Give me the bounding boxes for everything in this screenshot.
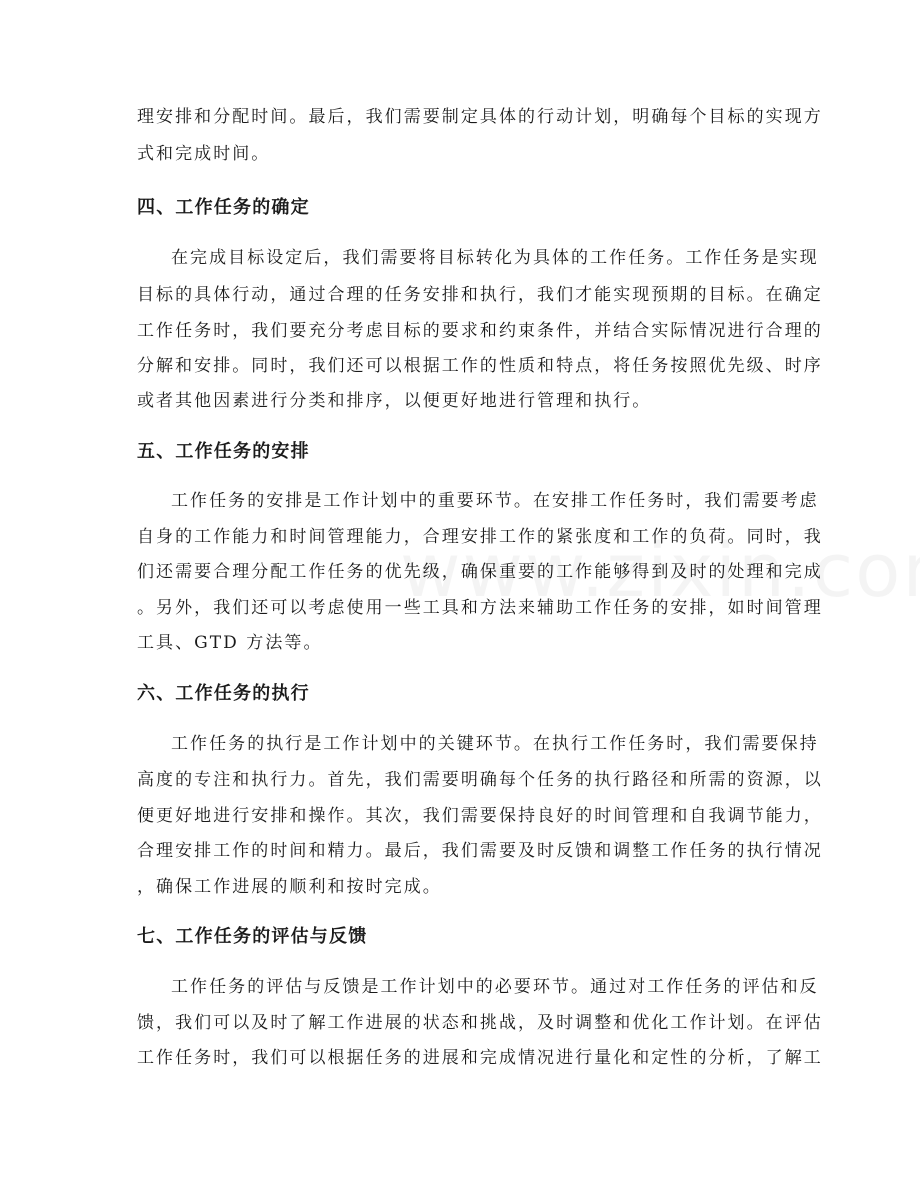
paragraph-line: 工具、GTD 方法等。 (137, 633, 323, 653)
paragraph-line: 合理安排工作的时间和精力。最后，我们需要及时反馈和调整工作任务的执行情况 (137, 841, 823, 861)
paragraph-line: 或者其他因素进行分类和排序，以便更好地进行管理和执行。 (137, 391, 652, 411)
paragraph-line: 们还需要合理分配工作任务的优先级，确保重要的工作能够得到及时的处理和完成 (137, 562, 823, 582)
paragraph-line: ，确保工作进展的顺利和按时完成。 (137, 877, 442, 897)
paragraph-line: 馈，我们可以及时了解工作进展的状态和挑战，及时调整和优化工作计划。在评估 (137, 1013, 823, 1033)
paragraph-line: 自身的工作能力和时间管理能力，合理安排工作的紧张度和工作的负荷。同时，我 (137, 527, 823, 547)
paragraph-line: 工作任务时，我们要充分考虑目标的要求和约束条件，并结合实际情况进行合理的 (137, 321, 823, 341)
paragraph-line: 工作任务的评估与反馈是工作计划中的必要环节。通过对工作任务的评估和反 (171, 977, 819, 997)
paragraph-line: 。另外，我们还可以考虑使用一些工具和方法来辅助工作任务的安排，如时间管理 (137, 598, 823, 618)
section-heading: 六、工作任务的执行 (137, 683, 310, 704)
paragraph-line: 目标的具体行动，通过合理的任务安排和执行，我们才能实现预期的目标。在确定 (137, 285, 823, 305)
section-heading: 七、工作任务的评估与反馈 (137, 926, 368, 947)
paragraph-line: 式和完成时间。 (137, 144, 271, 164)
paragraph-line: 工作任务的执行是工作计划中的关键环节。在执行工作任务时，我们需要保持 (171, 734, 819, 754)
paragraph-line: 高度的专注和执行力。首先，我们需要明确每个任务的执行路径和所需的资源，以 (137, 770, 823, 790)
section-heading: 五、工作任务的安排 (137, 441, 310, 462)
paragraph-line: 分解和安排。同时，我们还可以根据工作的性质和特点，将任务按照优先级、时序 (137, 356, 823, 376)
paragraph-line: 便更好地进行安排和操作。其次，我们需要保持良好的时间管理和自我调节能力， (137, 806, 823, 826)
section-heading: 四、工作任务的确定 (137, 197, 310, 218)
paragraph-line: 在完成目标设定后，我们需要将目标转化为具体的工作任务。工作任务是实现 (171, 248, 819, 268)
paragraph-line: 理安排和分配时间。最后，我们需要制定具体的行动计划，明确每个目标的实现方 (137, 107, 823, 127)
paragraph-line: 工作任务时，我们可以根据任务的进展和完成情况进行量化和定性的分析，了解工 (137, 1048, 823, 1068)
paragraph-line: 工作任务的安排是工作计划中的重要环节。在安排工作任务时，我们需要考虑 (171, 491, 819, 511)
